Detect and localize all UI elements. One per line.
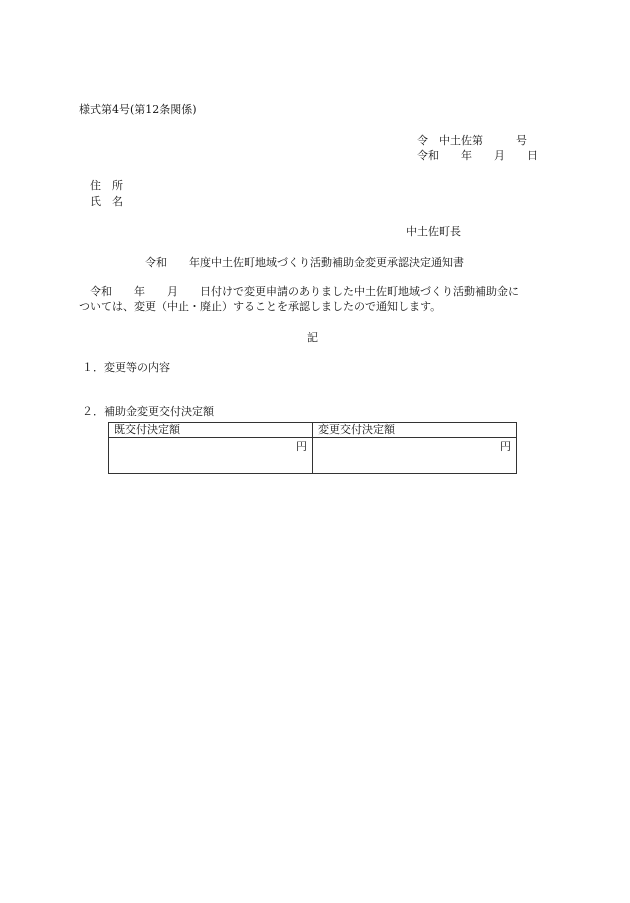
document-date: 令和 年 月 日 bbox=[417, 149, 538, 162]
name-label: 氏 名 bbox=[90, 195, 123, 208]
ki-heading: 記 bbox=[307, 331, 318, 344]
table-header-row bbox=[109, 423, 517, 438]
section-2-heading: ２．補助金変更交付決定額 bbox=[82, 405, 214, 418]
changed-amount-header: 変更交付決定額 bbox=[313, 423, 517, 438]
previous-amount-header: 既交付決定額 bbox=[109, 423, 313, 438]
amount-table bbox=[108, 422, 517, 474]
table-value-row bbox=[109, 438, 517, 474]
body-line-2: ついては、変更（中止・廃止）することを承認しましたので通知します。 bbox=[79, 300, 442, 313]
section-1-heading: １．変更等の内容 bbox=[82, 361, 170, 374]
previous-amount-cell: 円 bbox=[109, 438, 313, 474]
issuer: 中土佐町長 bbox=[406, 225, 461, 238]
document-title: 令和 年度中土佐町地域づくり活動補助金変更承認決定通知書 bbox=[145, 256, 464, 269]
form-number: 様式第4号(第12条関係) bbox=[79, 103, 197, 116]
body-line-1: 令和 年 月 日付けで変更申請のありました中土佐町地域づくり活動補助金に bbox=[90, 285, 519, 298]
address-label: 住 所 bbox=[90, 179, 123, 192]
document-number: 令 中土佐第 号 bbox=[417, 134, 527, 147]
changed-amount-cell: 円 bbox=[313, 438, 517, 474]
